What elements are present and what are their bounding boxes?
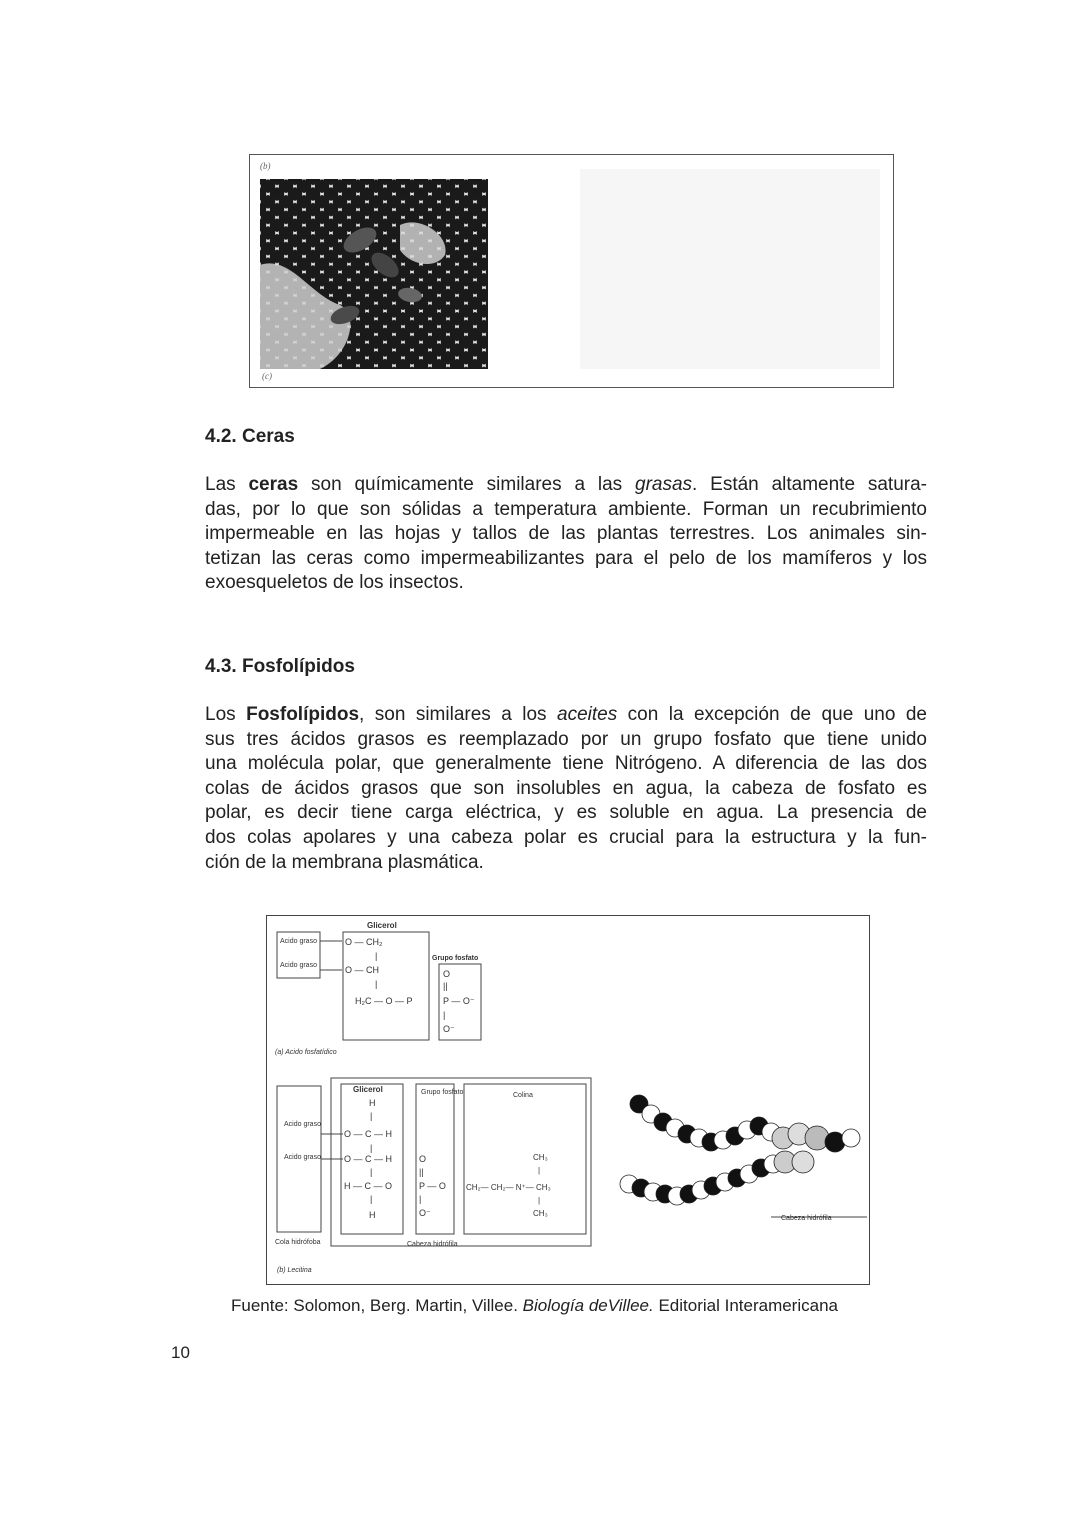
label-grupo-fosfato-b: Grupo fosfato (421, 1089, 464, 1096)
svg-text:O⁻: O⁻ (443, 1024, 455, 1034)
label-acido-graso-a2: Acido graso (280, 962, 317, 969)
svg-text:O — CH: O — CH (345, 965, 380, 975)
svg-text:O — C — H: O — C — H (344, 1154, 393, 1164)
phospholipid-figure (266, 915, 870, 1285)
svg-text:|: | (538, 1196, 541, 1205)
label-colina: Colina (513, 1092, 533, 1099)
svg-text:CH₂— CH₂— N⁺— CH₃: CH₂— CH₂— N⁺— CH₃ (466, 1183, 551, 1192)
svg-text:||: || (443, 981, 448, 991)
label-cabeza-hidrofila: Cabeza hidrófila (407, 1241, 458, 1248)
svg-text:H: H (369, 1098, 376, 1108)
svg-text:P — O⁻: P — O⁻ (443, 996, 475, 1006)
svg-text:|: | (375, 979, 378, 989)
svg-text:||: || (419, 1167, 424, 1177)
label-glicerol-b: Glicerol (353, 1085, 383, 1094)
space-filling-model (620, 1095, 860, 1205)
svg-text:O — C — H: O — C — H (344, 1129, 393, 1139)
honeycomb-photo (250, 155, 894, 388)
section-heading-fosfolipidos: 4.3. Fosfolípidos (205, 656, 355, 677)
svg-text:|: | (419, 1194, 422, 1204)
label-cabeza-hidrofila-right: Cabeza hidrófila (781, 1215, 832, 1222)
paragraph-line: una molécula polar, que generalmente tiene Nitrógeno. A diferencia de las dos (205, 753, 927, 775)
paragraph-line: colas de ácidos grasos que son insolubles en agua, la cabeza de fosfato es (205, 777, 927, 799)
section-heading-ceras: 4.2. Ceras (205, 426, 295, 447)
paragraph-line: impermeable en las hojas y tallos de las plantas terrestres. Los animales sin- (205, 523, 927, 545)
label-grupo-fosfato-a: Grupo fosfato (432, 955, 479, 962)
svg-text:|: | (538, 1166, 541, 1175)
phospholipid-diagram (267, 916, 870, 1285)
paragraph-line: Los Fosfolípidos, son similares a los aceites con la excepción de que uno de (205, 704, 927, 725)
paragraph-line: tetizan las ceras como impermeabilizantes para el pelo de los mamíferos y los (205, 547, 927, 569)
label-acido-graso-b1: Acido graso (284, 1121, 321, 1128)
figure-source: Fuente: Solomon, Berg. Martin, Villee. Biología deVillee. Editorial Interamericana (231, 1296, 838, 1315)
svg-text:P — O: P — O (419, 1181, 446, 1191)
svg-text:|: | (375, 951, 378, 961)
figure-label-b: (b) (260, 161, 271, 171)
label-glicerol-a: Glicerol (367, 921, 397, 930)
svg-text:H₂C — O — P: H₂C — O — P (355, 996, 413, 1006)
figure-label-c: (c) (262, 371, 272, 381)
paragraph-line: exoesqueletos de los insectos. (205, 572, 464, 594)
svg-text:CH₃: CH₃ (533, 1209, 548, 1218)
paragraph-line: sus tres ácidos grasos es reemplazado por un grupo fosfato que tiene unido (205, 728, 927, 750)
svg-text:H: H (369, 1210, 376, 1220)
caption-a: (a) Acido fosfatídico (275, 1049, 337, 1056)
svg-text:O: O (419, 1154, 427, 1164)
svg-text:O⁻: O⁻ (419, 1208, 431, 1218)
paragraph-line: polar, es decir tiene carga eléctrica, y es soluble en agua. La presencia de (205, 802, 927, 824)
paragraph-line: dos colas apolares y una cabeza polar es crucial para la estructura y la fun- (205, 826, 927, 848)
svg-text:|: | (370, 1143, 373, 1153)
svg-text:|: | (370, 1194, 373, 1204)
svg-text:|: | (370, 1111, 373, 1121)
paragraph-ceras (205, 473, 927, 596)
svg-text:CH₃: CH₃ (533, 1153, 548, 1162)
paragraph-line: Las ceras son químicamente similares a las grasas. Están altamente satura- (205, 474, 927, 495)
paragraph-fosfolipidos (205, 703, 927, 875)
honeycomb-figure (249, 154, 894, 388)
svg-text:H — C — O: H — C — O (344, 1181, 393, 1191)
label-acido-graso-b2: Acido graso (284, 1154, 321, 1161)
svg-text:O — CH₂: O — CH₂ (345, 937, 383, 947)
svg-text:O: O (443, 969, 451, 979)
page-number: 10 (171, 1343, 190, 1362)
label-cola-hidrofoba: Cola hidrófoba (275, 1239, 321, 1246)
caption-b: (b) Lecitina (277, 1267, 312, 1274)
svg-text:|: | (443, 1010, 446, 1020)
paragraph-line: das, por lo que son sólidas a temperatura ambiente. Forman un recubrimiento (205, 498, 927, 520)
label-acido-graso-a1: Acido graso (280, 938, 317, 945)
svg-text:|: | (370, 1167, 373, 1177)
paragraph-line: ción de la membrana plasmática. (205, 851, 484, 873)
